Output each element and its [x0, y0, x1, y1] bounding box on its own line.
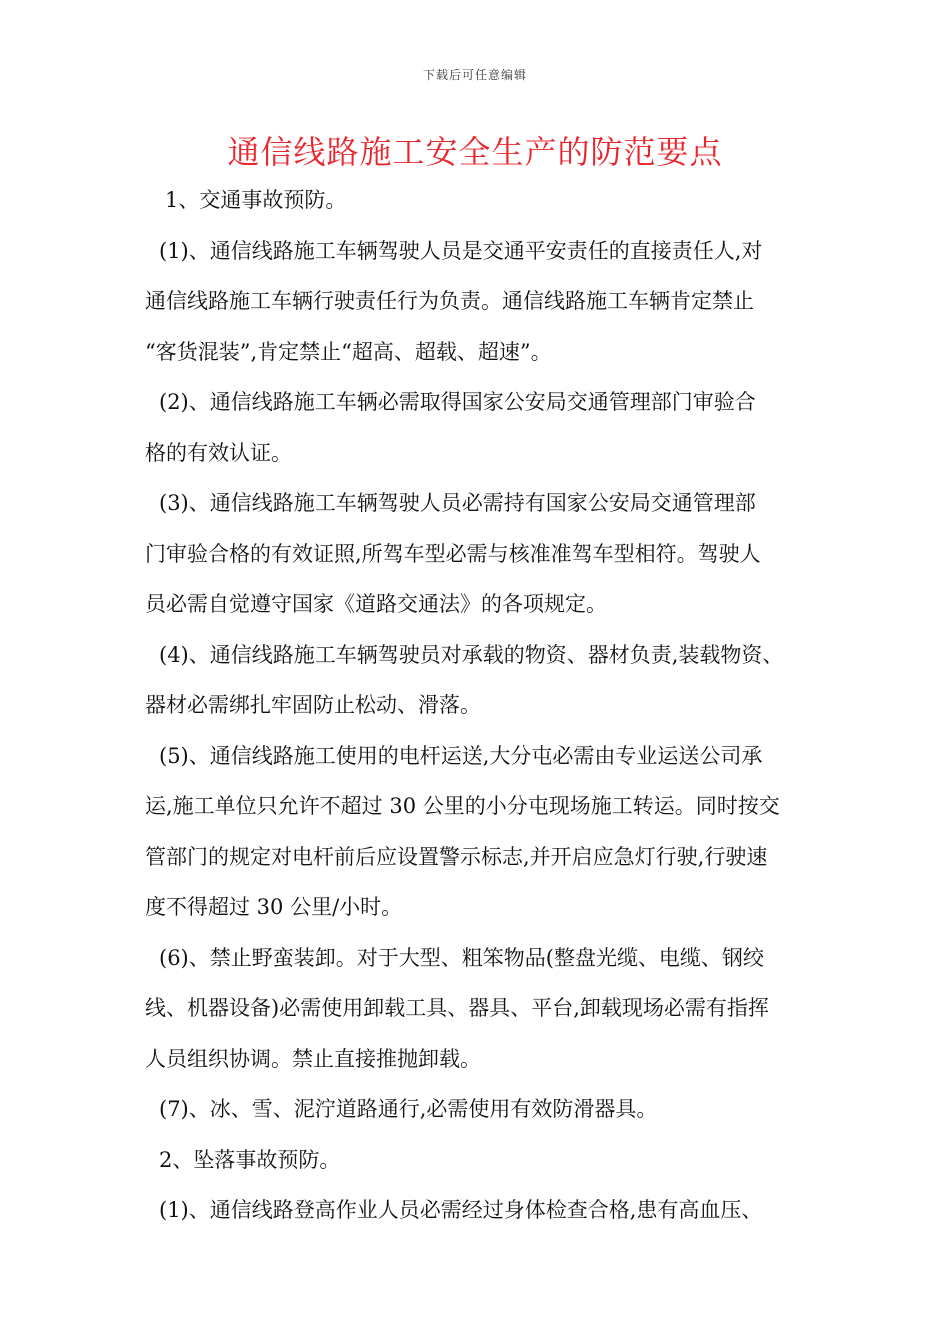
text-line: (2)、通信线路施工车辆必需取得国家公安局交通管理部门审验合	[159, 390, 756, 414]
text-line: 人员组织协调。禁止直接推抛卸载。	[145, 1046, 481, 1071]
text-line: 员必需自觉遵守国家《道路交通法》的各项规定。	[145, 592, 607, 616]
text-line: (7)、冰、雪、泥泞道路通行,必需使用有效防滑器具。	[159, 1097, 658, 1121]
text-line: (1)、通信线路施工车辆驾驶人员是交通平安责任的直接责任人,对	[159, 238, 763, 263]
document-title: 通信线路施工安全生产的防范要点	[227, 133, 723, 171]
text-line: (5)、通信线路施工使用的电杆运送,大分屯必需由专业运送公司承	[159, 743, 763, 768]
text-line: 门审验合格的有效证照,所驾车型必需与核准准驾车型相符。驾驶人	[145, 541, 761, 566]
document-body	[145, 175, 810, 1236]
text-line: “客货混装”,肯定禁止“超高、超载、超速”。	[145, 339, 552, 364]
header-note: 下载后可任意编辑	[422, 68, 527, 82]
text-line: 度不得超过 30 公里/小时。	[145, 895, 403, 919]
text-line: (3)、通信线路施工车辆驾驶人员必需持有国家公安局交通管理部	[159, 491, 756, 515]
text-line: (6)、禁止野蛮装卸。对于大型、粗笨物品(整盘光缆、电缆、钢绞	[159, 945, 764, 970]
text-line: 线、机器设备)必需使用卸载工具、器具、平台,卸载现场必需有指挥	[145, 996, 769, 1020]
text-line: 管部门的规定对电杆前后应设置警示标志,并开启应急灯行驶,行驶速	[145, 844, 768, 869]
text-line: 器材必需绑扎牢固防止松动、滑落。	[145, 693, 481, 717]
text-line: 通信线路施工车辆行驶责任行为负责。通信线路施工车辆肯定禁止	[145, 289, 754, 313]
text-line: 运,施工单位只允许不超过 30 公里的小分屯现场施工转运。同时按交	[145, 794, 780, 818]
text-line: (4)、通信线路施工车辆驾驶员对承载的物资、器材负责,装载物资、	[159, 642, 784, 667]
text-line: 格的有效认证。	[145, 440, 292, 465]
text-line: 1、交通事故预防。	[165, 188, 347, 212]
text-line: (1)、通信线路登高作业人员必需经过身体检查合格,患有高血压、	[159, 1198, 763, 1222]
text-line: 2、坠落事故预防。	[159, 1147, 341, 1172]
